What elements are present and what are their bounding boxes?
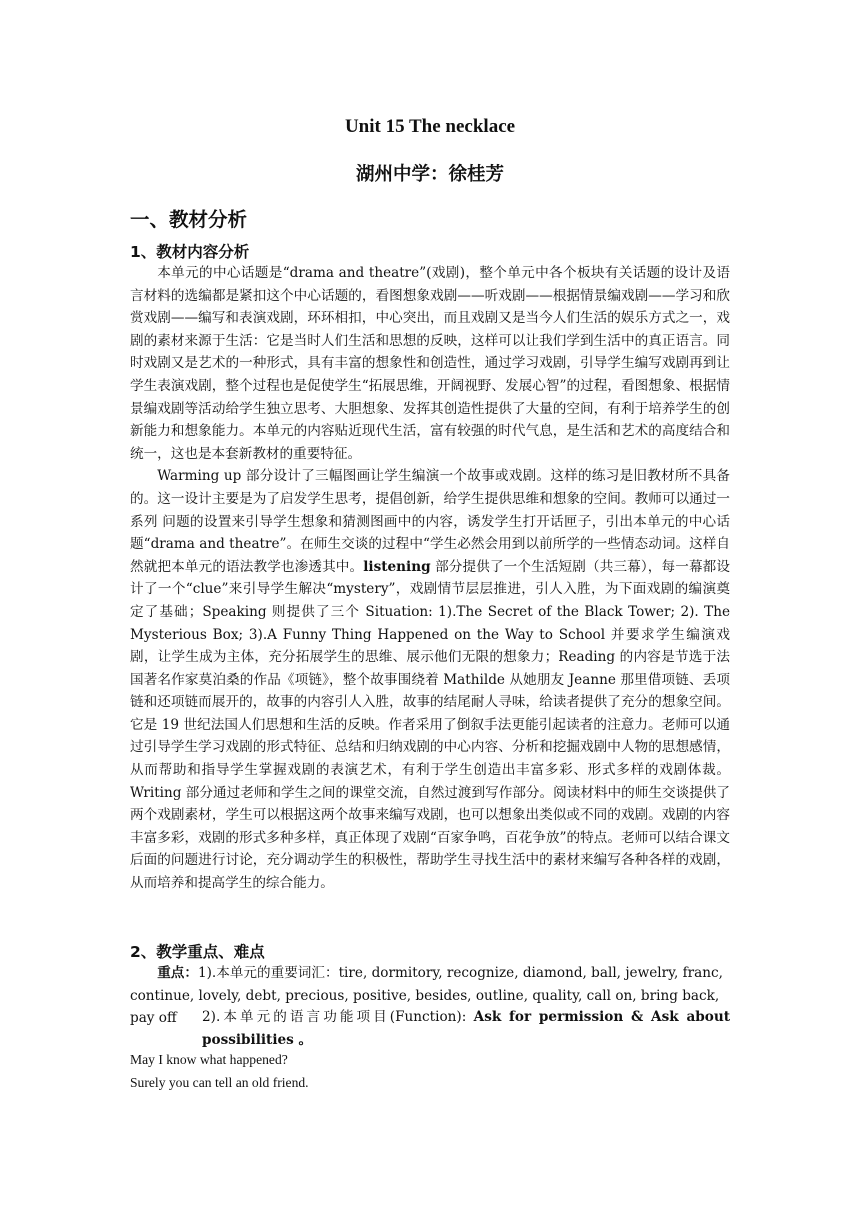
document-title: Unit 15 The necklace: [344, 116, 516, 137]
paragraph-2-listening: listening: [363, 558, 431, 575]
key-points-label: 重点：: [157, 965, 198, 981]
key-point-2: [202, 1006, 730, 1051]
key-point-2-text: 2).本单元的语言功能项目(Function):: [202, 1009, 474, 1025]
subsection-heading-key-points: 2、教学重点、难点: [130, 943, 265, 961]
paragraph-2-part-2: 部分提供了一个生活短剧（共三幕），每一幕都设计了一个“clue”来引导学生解决“mystery”，戏剧情节层层推进，引人入胜，为下面戏剧的编演奠定了基础；Speaking 则提供了三个 Situation: 1).The Secret of the Black Tower; 2). The Mysterious Box; 3).A Funny Thing Happened on the Way to School 并要求学生编演戏剧，让学生成为主体，充分拓展学生的思维、展示他们无限的想象力；Reading 的内容是节选于法国著名作家莫泊桑的作品《项链》，整个故事围绕着 Mathilde 从她朋友 Jeanne 那里借项链、丢项链和还项链而展开的，故事的内容引人入胜，故事的结尾耐人寻味，给读者提供了充分的想象空间。它是 19 世纪法国人们思想和生活的反映。作者采用了倒叙手法更能引起读者的注意力。老师可以通过引导学生学习戏剧的形式特征、总结和归纳戏剧的中心内容、分析和挖掘戏剧中人物的思想感情，从而帮助和指导学生掌握戏剧的表演艺术，有利于学生创造出丰富多彩、形式多样的戏剧体裁。Writing 部分通过老师和学生之间的课堂交流，自然过渡到写作部分。阅读材料中的师生交谈提供了两个戏剧素材，学生可以根据这两个故事来编写戏剧，也可以想象出类似或不同的戏剧。戏剧的内容丰富多彩，戏剧的形式多种多样，真正体现了戏剧“百家争鸣，百花争放”的特点。老师可以结合课文后面的问题进行讨论，充分调动学生的积极性，帮助学生寻找生活中的素材来编写各种各样的戏剧，从而培养和提高学生的综合能力。: [130, 558, 731, 892]
subsection-heading-content-analysis: 1、教材内容分析: [130, 243, 250, 261]
content-analysis-body: [130, 262, 730, 895]
paragraph-1: 本单元的中心话题是“drama and theatre”(戏剧)，整个单元中各个板块有关话题的设计及语言材料的选编都是紧扣这个中心话题的，看图想象戏剧——听戏剧——根据情景编戏剧——学习和欣赏戏剧——编写和表演戏剧，环环相扣，中心突出，而且戏剧又是当今人们生活的娱乐方式之一，戏剧的素材来源于生活：它是当时人们生活和思想的反映，这样可以让我们学到生活中的真正语言。同时戏剧又是艺术的一种形式，具有丰富的想象性和创造性，通过学习戏剧，引导学生编写戏剧再到让学生表演戏剧，整个过程也是促使学生“拓展思维，开阔视野、发展心智”的过程，看图想象、根据情景编戏剧等活动给学生独立思考、大胆想象、发挥其创造性提供了大量的空间，有利于培养学生的创新能力和想象能力。本单元的内容贴近现代生活，富有较强的时代气息，是生活和艺术的高度结合和统一，这也是本套新教材的重要特征。: [130, 265, 730, 462]
author-line: 湖州中学：徐桂芳: [355, 164, 504, 185]
example-sentence-2: Surely you can tell an old friend.: [130, 1075, 309, 1090]
example-sentence-1: May I know what happened?: [130, 1052, 288, 1067]
paragraph-2: [130, 465, 730, 894]
section-heading-textbook-analysis: 一、教材分析: [130, 208, 248, 231]
paragraph-2-part-1: Warming up 部分设计了三幅图画让学生编演一个故事或戏剧。这样的练习是旧教材所不具备的。这一设计主要是为了启发学生思考，提倡创新，给学生提供思维和想象的空间。教师可以通过一系列 问题的设置来引导学生想象和猜测图画中的内容，诱发学生打开话匣子，引出本单元的中心话题“drama and theatre”。在师生交谈的过程中“学生必然会用到以前所学的一些情态动词。这样自然就把本单元的语法教学也渗透其中。: [130, 468, 730, 575]
key-point-1-text: 1).本单元的重要词汇：tire, dormitory, recognize, diamond, ball, jewelry, franc, continue, lovely, debt, precious, positive, besides, outline, quality, call on, bring back, pay off: [130, 965, 723, 1027]
key-point-2-function: Ask for permission & Ask about possibilities 。: [202, 1009, 730, 1048]
